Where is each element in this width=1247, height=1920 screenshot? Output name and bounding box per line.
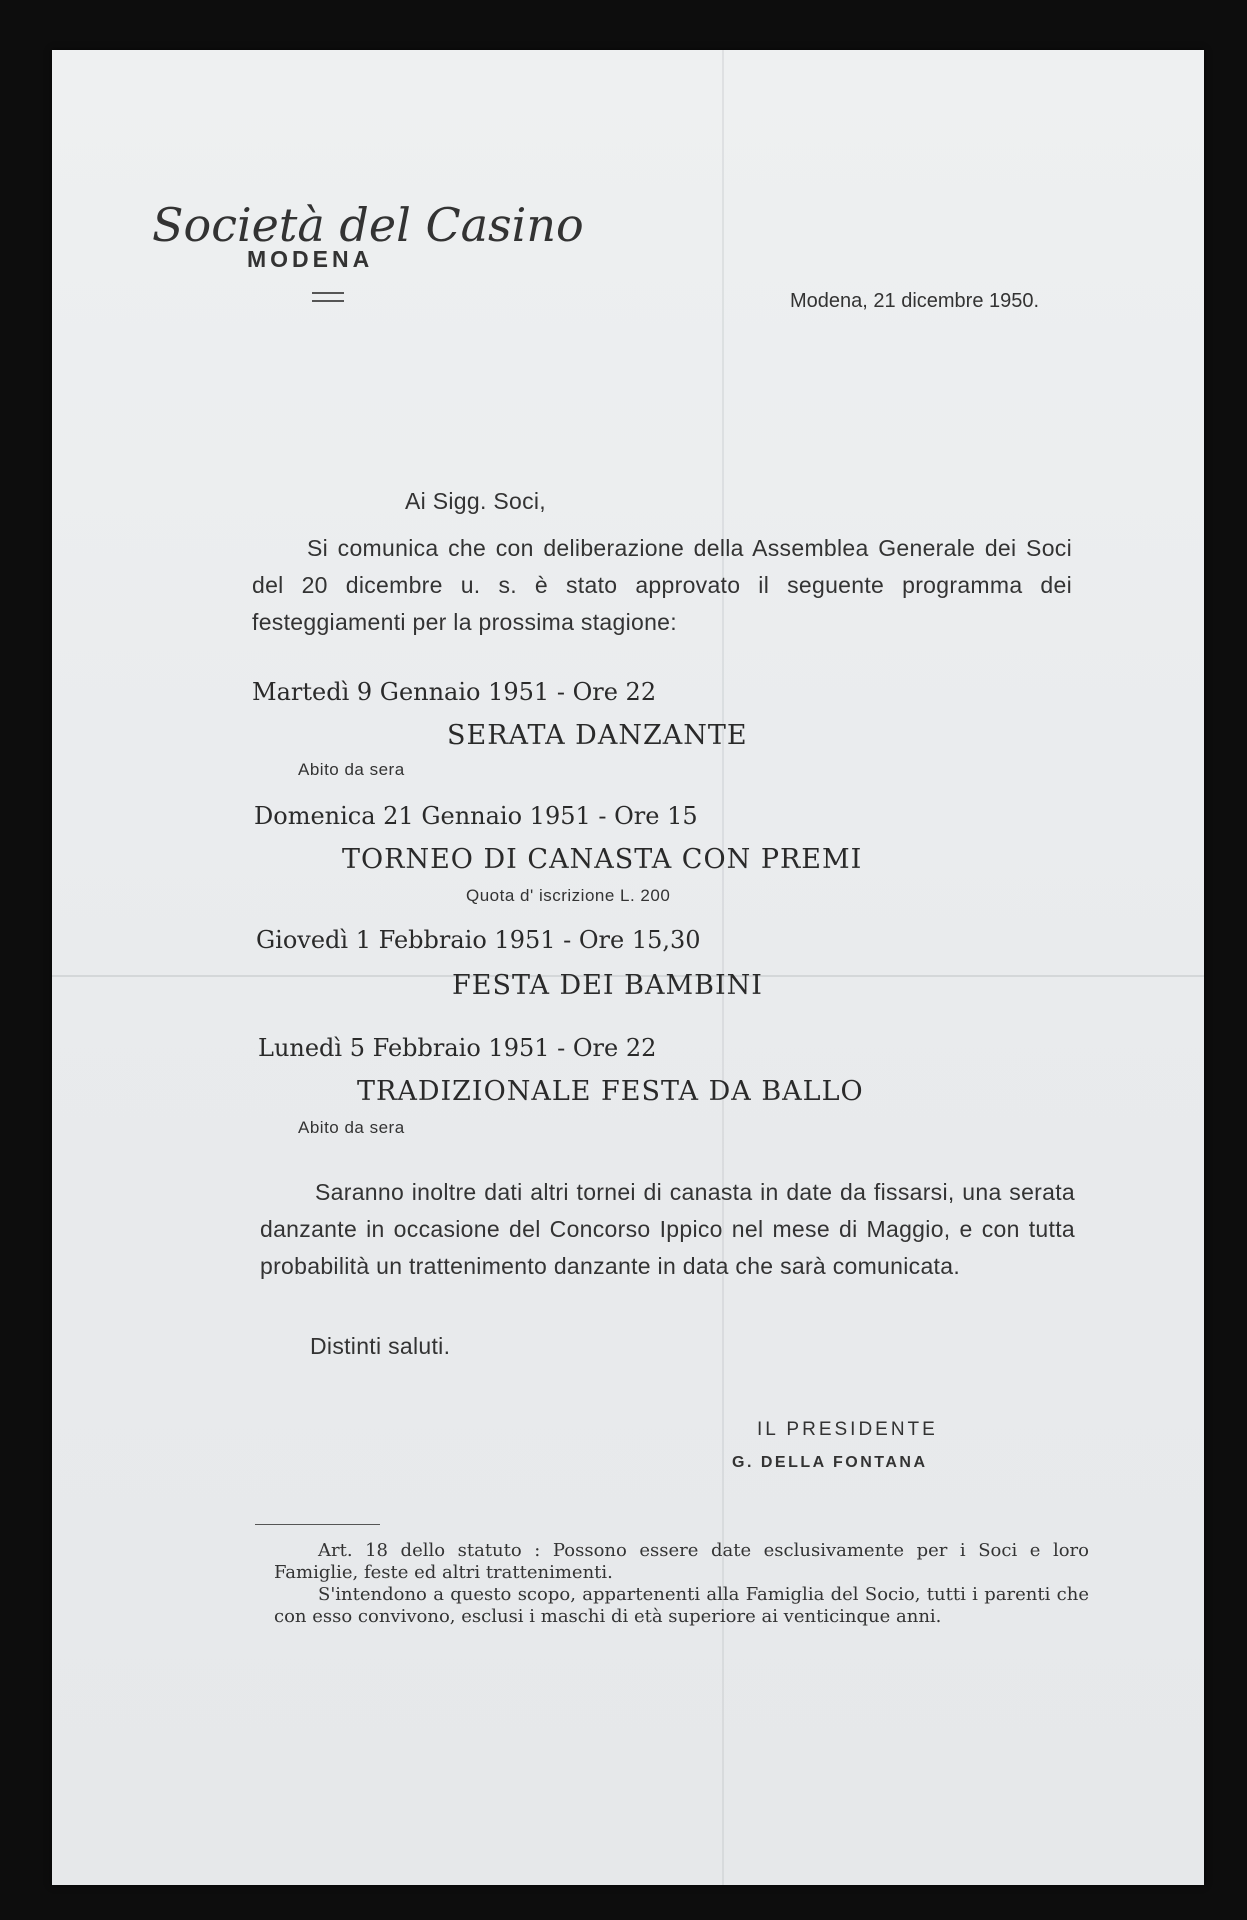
regards: Distinti saluti. (310, 1333, 451, 1359)
event-title: SERATA DANZANTE (447, 720, 748, 751)
letter-date: Modena, 21 dicembre 1950. (790, 290, 1040, 312)
signature-role: IL PRESIDENTE (757, 1419, 938, 1440)
event-note: Abito da sera (298, 760, 405, 779)
intro-text: Si comunica che con deliberazione della Assemblea Generale dei Soci del 20 dicembre u. s. è stato approvato il seguente programma dei festeggiamenti per la prossima stagione: (252, 535, 1072, 635)
event-note: Quota d' iscrizione L. 200 (466, 886, 671, 905)
event-date: Giovedì 1 Febbraio 1951 - Ore 15,30 (256, 926, 701, 954)
signature-name: G. DELLA FONTANA (732, 1454, 928, 1471)
event-title: TRADIZIONALE FESTA DA BALLO (357, 1076, 864, 1107)
event-date: Domenica 21 Gennaio 1951 - Ore 15 (254, 802, 698, 830)
event-title: FESTA DEI BAMBINI (452, 970, 763, 1001)
city-name: MODENA (247, 246, 374, 272)
salutation: Ai Sigg. Soci, (405, 488, 546, 514)
event-date: Martedì 9 Gennaio 1951 - Ore 22 (252, 678, 657, 706)
society-name-logo: Società del Casino (152, 198, 584, 252)
event-title: TORNEO DI CANASTA CON PREMI (342, 844, 863, 875)
letter-sheet (52, 50, 1204, 1885)
double-rule-divider (312, 292, 344, 302)
footnote-article: Art. 18 dello statuto : Possono essere date esclusivamente per i Soci e loro Famiglie, feste ed altri trattenimenti. (274, 1540, 1089, 1583)
footnote-rule (255, 1524, 380, 1525)
closing-text: Saranno inoltre dati altri tornei di canasta in date da fissarsi, una serata danzante in occasione del Concorso Ippico nel mese di Maggio, e con tutta probabilità un trattenimento danzante in data che sarà comunicata. (260, 1179, 1075, 1279)
closing-paragraph (260, 1174, 1075, 1285)
footnote-definition: S'intendono a questo scopo, appartenenti alla Famiglia del Socio, tutti i parenti che con esso convivono, esclusi i maschi di età superiore ai venticinque anni. (274, 1584, 1089, 1627)
footnote (274, 1540, 1089, 1628)
event-note: Abito da sera (298, 1118, 405, 1137)
intro-paragraph (252, 530, 1072, 641)
event-date: Lunedì 5 Febbraio 1951 - Ore 22 (258, 1034, 657, 1062)
